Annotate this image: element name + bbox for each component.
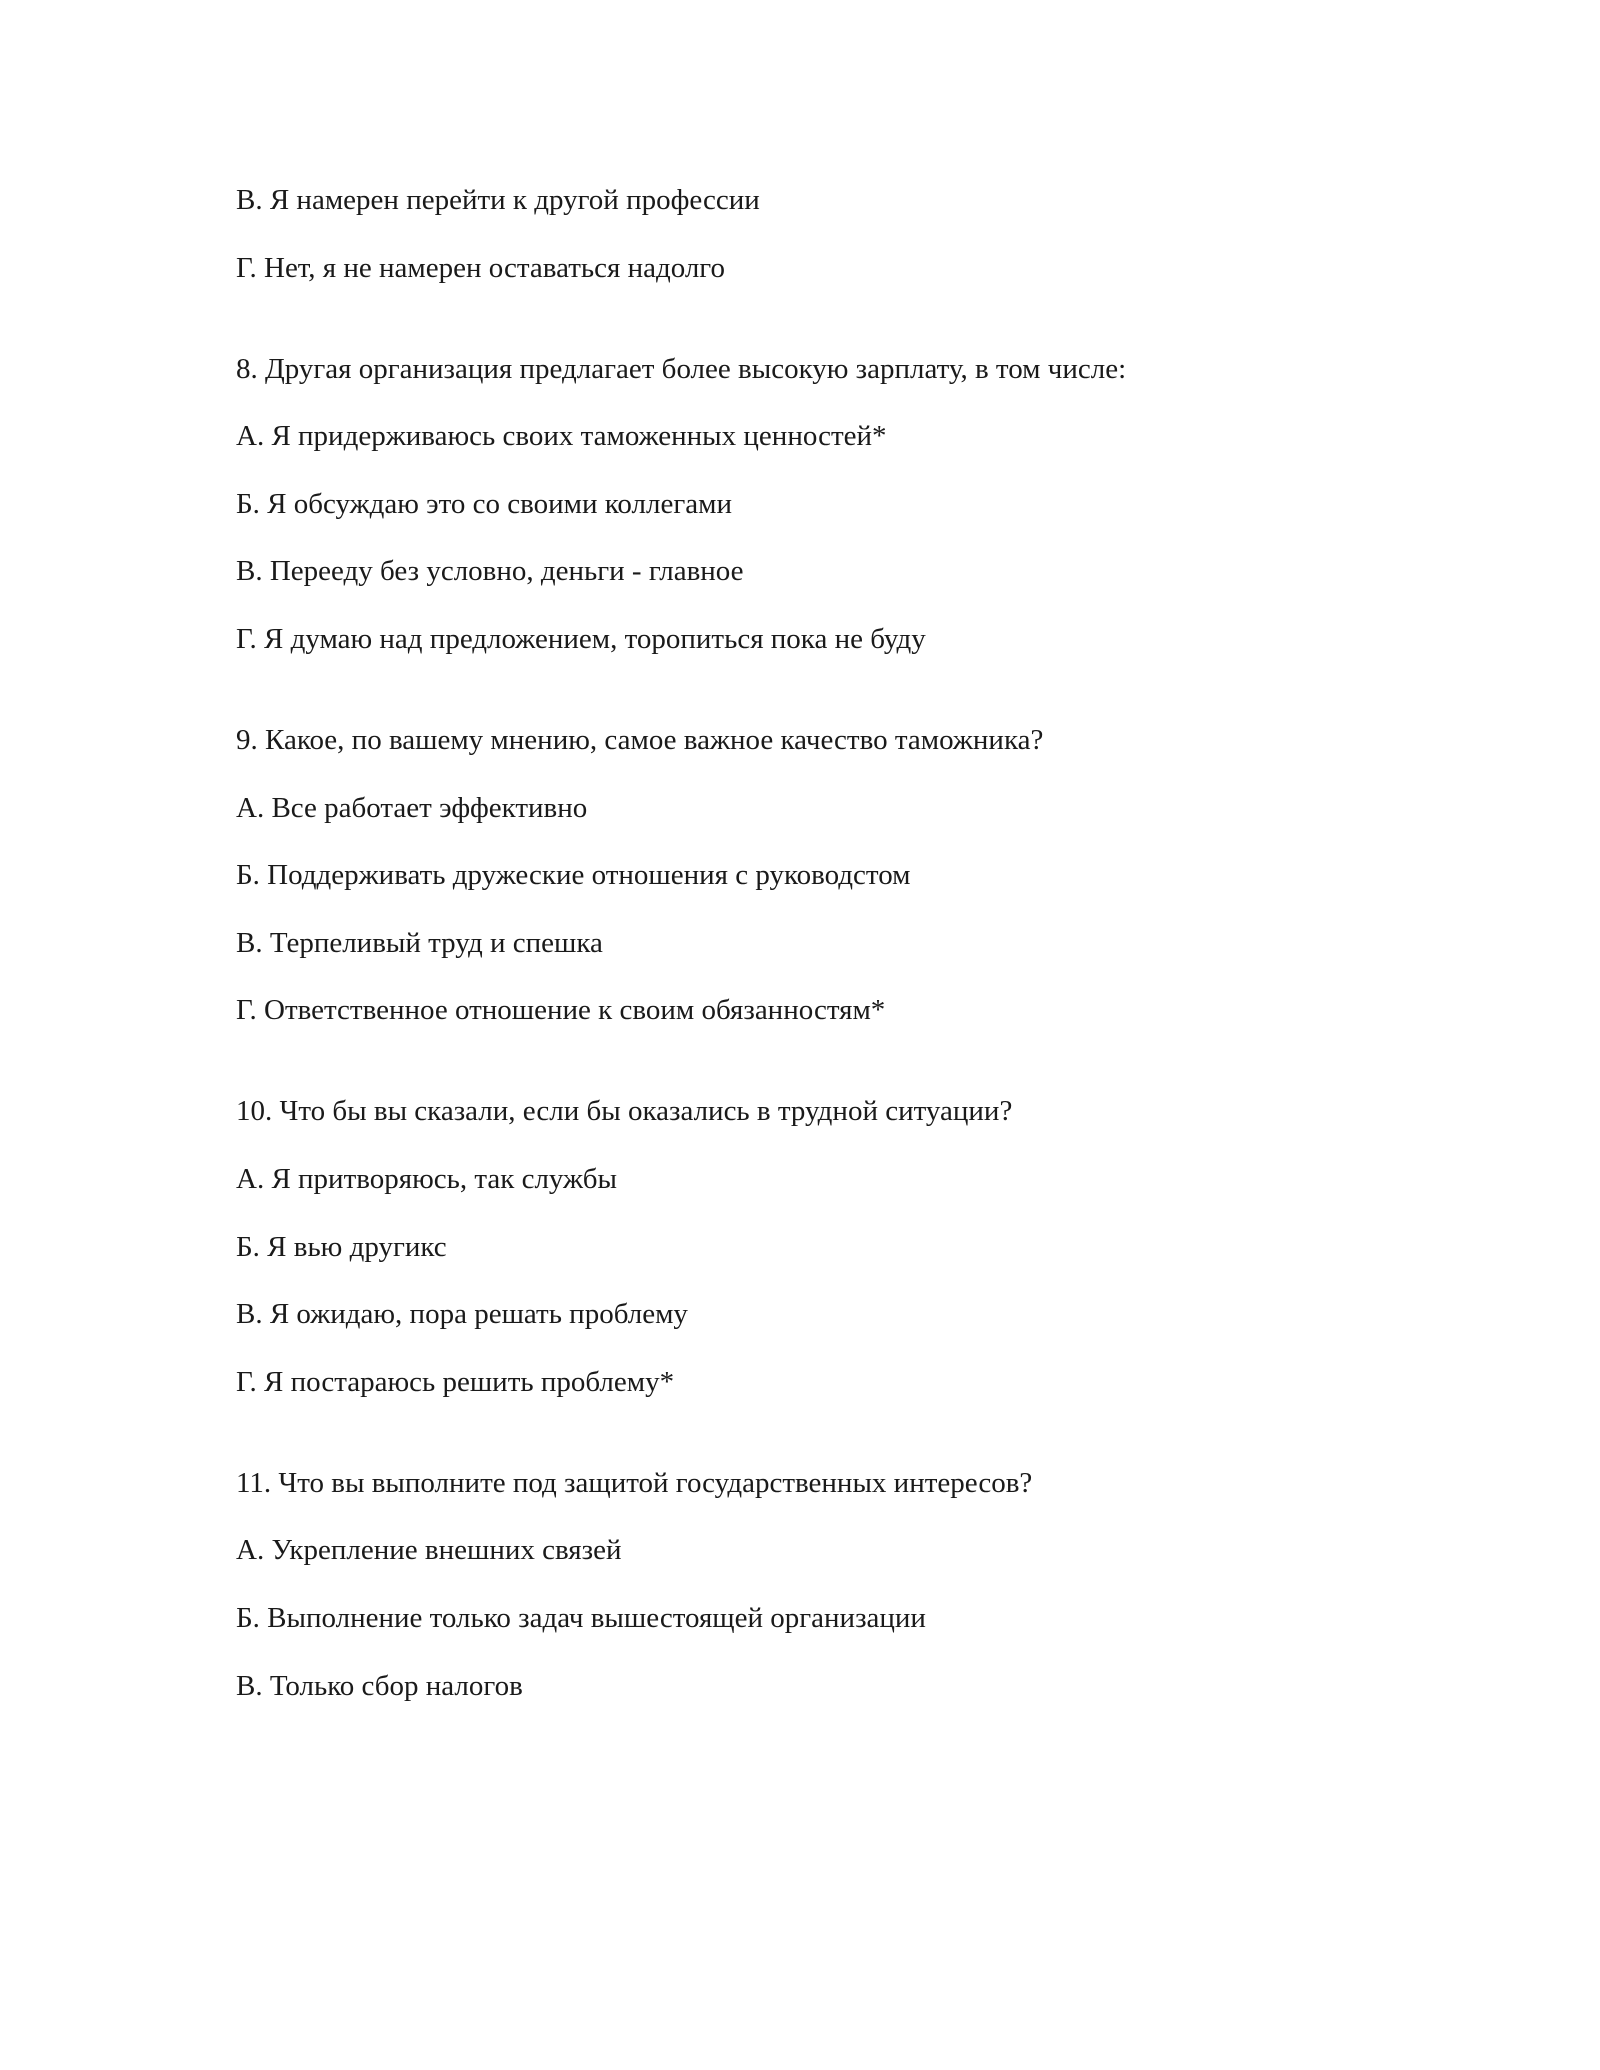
answer-option: А. Я придерживаюсь своих таможенных ценностей* <box>236 420 887 453</box>
answer-option: В. Терпеливый труд и спешка <box>236 926 603 959</box>
answer-option: Г. Я думаю над предложением, торопиться пока не буду <box>236 622 926 655</box>
answer-option: А. Укрепление внешних связей <box>236 1534 622 1567</box>
answer-option: Г. Нет, я не намерен оставаться надолго <box>236 251 725 284</box>
question-text: 10. Что бы вы сказали, если бы оказались в трудной ситуации? <box>236 1095 1013 1128</box>
answer-option: Б. Я вью другикс <box>236 1230 447 1263</box>
question-text: 11. Что вы выполните под защитой государственных интересов? <box>236 1466 1033 1499</box>
answer-option: А. Я притворяюсь, так службы <box>236 1162 617 1195</box>
question-7-continuation <box>236 183 1436 285</box>
answer-option: В. Я ожидаю, пора решать проблему <box>236 1298 688 1331</box>
question-text: 8. Другая организация предлагает более высокую зарплату, в том числе: <box>236 352 1127 385</box>
question-9 <box>236 723 1436 1027</box>
question-10 <box>236 1094 1436 1398</box>
document-body <box>236 183 1436 1736</box>
answer-option: Б. Поддерживать дружеские отношения с руководстом <box>236 859 911 892</box>
question-8 <box>236 352 1436 656</box>
answer-option: Б. Выполнение только задач вышестоящей организации <box>236 1601 926 1634</box>
answer-option: Г. Я постараюсь решить проблему* <box>236 1365 675 1398</box>
answer-option: Г. Ответственное отношение к своим обязанностям* <box>236 994 886 1027</box>
question-11 <box>236 1466 1436 1703</box>
answer-option: А. Все работает эффективно <box>236 791 588 824</box>
answer-option: В. Перееду без условно, деньги - главное <box>236 555 744 588</box>
answer-option: В. Только сбор налогов <box>236 1669 523 1702</box>
answer-option: Б. Я обсуждаю это со своими коллегами <box>236 487 732 520</box>
question-text: 9. Какое, по вашему мнению, самое важное качество таможника? <box>236 723 1044 756</box>
answer-option: В. Я намерен перейти к другой профессии <box>236 184 760 216</box>
